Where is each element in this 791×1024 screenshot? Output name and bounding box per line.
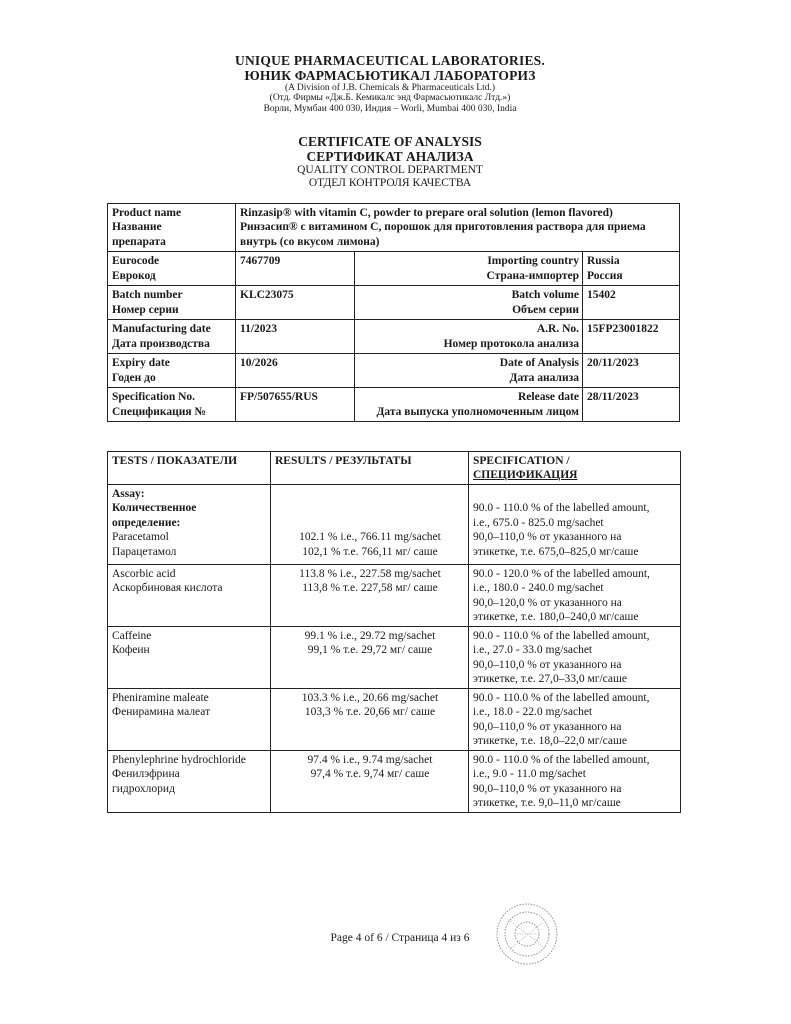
- product-info-table: [107, 203, 680, 422]
- certificate-heading: [230, 134, 550, 190]
- eurocode-value: 7467709: [236, 252, 355, 286]
- test-specification-line: 90.0 - 110.0 % of the labelled amount,: [473, 691, 650, 704]
- department-en: QUALITY CONTROL DEPARTMENT: [297, 164, 483, 177]
- expiry-label: Expiry date Годен до: [108, 354, 236, 388]
- country-value: Russia Россия: [583, 252, 680, 286]
- test-specification-line: 90,0–120,0 % от указанного на: [473, 596, 622, 609]
- test-result-line: 103,3 % т.е. 20,66 мг/ саше: [304, 706, 436, 719]
- test-result: [271, 750, 469, 812]
- test-name-line: Phenylephrine hydrochloride: [112, 753, 246, 766]
- test-specification-line: 90.0 - 110.0 % of the labelled amount,: [473, 629, 650, 642]
- test-result-line: 103.3 % i.e., 20.66 mg/sachet: [301, 691, 439, 704]
- test-name-line: Фенилэфрина: [112, 768, 180, 781]
- test-specification-line: 90.0 - 110.0 % of the labelled amount,: [473, 502, 650, 515]
- test-result-line: 102,1 % т.е. 766,11 мг/ саше: [302, 545, 438, 558]
- manufacturing-value: 11/2023: [236, 320, 355, 354]
- batch-value: KLC23075: [236, 286, 355, 320]
- specification-column-header: SPECIFICATION / СПЕЦИФИКАЦИЯ: [469, 452, 681, 485]
- expiry-value: 10/2026: [236, 354, 355, 388]
- test-result: [271, 688, 469, 750]
- test-specification-line: i.e., 18.0 - 22.0 mg/sachet: [473, 706, 593, 719]
- test-row: [108, 484, 681, 564]
- test-result: [271, 564, 469, 626]
- test-result-line: 97,4 % т.е. 9,74 мг/ саше: [310, 768, 430, 781]
- test-result-line: 97.4 % i.e., 9.74 mg/sachet: [307, 753, 433, 766]
- test-specification-line: 90,0–110,0 % от указанного на: [473, 720, 622, 733]
- specification-value: FP/507655/RUS: [236, 388, 355, 422]
- department-ru: ОТДЕЛ КОНТРОЛЯ КАЧЕСТВА: [308, 177, 472, 190]
- test-name: [108, 564, 271, 626]
- test-name-line: Pheniramine maleate: [112, 691, 209, 704]
- product-name: Rinzasip® with vitamin C, powder to prepare oral solution (lemon flavored) Ринзасип® с витамином С, порошок для приготовления раствора для приема внутрь (со вкусом лимона): [236, 204, 680, 252]
- test-specification: [469, 688, 681, 750]
- volume-label: Batch volume Объем серии: [355, 286, 583, 320]
- product-row: [108, 204, 680, 252]
- release-date-label: Release date Дата выпуска уполномоченным лицом: [355, 388, 583, 422]
- test-result: [271, 626, 469, 688]
- division-en: (A Division of J.B. Chemicals & Pharmaceuticals Ltd.): [284, 83, 496, 94]
- specification-label: Specification No. Спецификация №: [108, 388, 236, 422]
- test-specification-line: 90,0–110,0 % от указанного на: [473, 531, 622, 544]
- test-specification: [469, 626, 681, 688]
- company-header: [180, 54, 600, 114]
- ar-label: A.R. No. Номер протокола анализа: [355, 320, 583, 354]
- test-specification-line: этикетке, т.е. 180,0–240,0 мг/саше: [473, 611, 639, 624]
- test-name-line: гидрохлорид: [112, 782, 175, 795]
- eurocode-row: [108, 252, 680, 286]
- eurocode-label: Eurocode Еврокод: [108, 252, 236, 286]
- results-column-header: RESULTS / РЕЗУЛЬТАТЫ: [271, 452, 469, 485]
- company-name-en: UNIQUE PHARMACEUTICAL LABORATORIES.: [235, 53, 545, 68]
- test-result-line: 99,1 % т.е. 29,72 мг/ саше: [307, 644, 433, 657]
- division-ru: (Отд. Фирмы «Дж.Б. Кемикалс энд Фармасьютикалс Лтд.»): [269, 93, 511, 104]
- tests-column-header: TESTS / ПОКАЗАТЕЛИ: [108, 452, 271, 485]
- test-name-line: Ascorbic acid: [112, 567, 176, 580]
- specification-row: [108, 388, 680, 422]
- certificate-title-en: CERTIFICATE OF ANALYSIS: [298, 134, 482, 149]
- expiry-row: [108, 354, 680, 388]
- batch-label: Batch number Номер серии: [108, 286, 236, 320]
- test-specification-line: 90.0 - 120.0 % of the labelled amount,: [473, 567, 650, 580]
- test-specification: [469, 484, 681, 564]
- analysis-date-value: 20/11/2023: [583, 354, 680, 388]
- test-specification-line: i.e., 675.0 - 825.0 mg/sachet: [473, 516, 604, 529]
- test-result-line: 102.1 % i.e., 766.11 mg/sachet: [299, 531, 441, 544]
- batch-row: [108, 286, 680, 320]
- test-row: [108, 750, 681, 812]
- company-address: Ворли, Мумбаи 400 030, Индия – Worli, Mumbai 400 030, India: [263, 103, 517, 114]
- test-specification: [469, 564, 681, 626]
- test-result-line: 99.1 % i.e., 29.72 mg/sachet: [304, 629, 436, 642]
- test-name-line: определение:: [112, 516, 181, 529]
- test-name-line: Кофеин: [112, 644, 150, 657]
- test-name-line: Парацетамол: [112, 545, 177, 558]
- test-specification-line: 90,0–110,0 % от указанного на: [473, 782, 622, 795]
- test-result-line: 113,8 % т.е. 227,58 мг/ саше: [302, 582, 438, 595]
- test-name-line: Количественное: [112, 502, 197, 515]
- test-specification-line: 90,0–110,0 % от указанного на: [473, 658, 622, 671]
- test-name-line: Аскорбиновая кислота: [112, 582, 223, 595]
- test-row: [108, 688, 681, 750]
- test-result: [271, 484, 469, 564]
- test-specification-line: этикетке, т.е. 27,0–33,0 мг/саше: [473, 673, 627, 686]
- test-results-header: [108, 452, 681, 485]
- test-name-line: Assay:: [112, 487, 145, 500]
- analysis-date-label: Date of Analysis Дата анализа: [355, 354, 583, 388]
- test-row: [108, 564, 681, 626]
- test-name-line: Фенирамина малеат: [112, 706, 211, 719]
- ar-value: 15FP23001822: [583, 320, 680, 354]
- test-specification-line: i.e., 180.0 - 240.0 mg/sachet: [473, 582, 604, 595]
- test-name: [108, 626, 271, 688]
- test-results-table: [107, 451, 681, 813]
- test-specification-line: i.e., 27.0 - 33.0 mg/sachet: [473, 644, 593, 657]
- test-specification-line: i.e., 9.0 - 11.0 mg/sachet: [473, 768, 586, 781]
- test-name: [108, 688, 271, 750]
- test-name-line: Paracetamol: [112, 531, 169, 544]
- test-name: [108, 750, 271, 812]
- test-specification-line: этикетке, т.е. 18,0–22,0 мг/саше: [473, 735, 627, 748]
- certificate-title-ru: СЕРТИФИКАТ АНАЛИЗА: [306, 149, 474, 165]
- release-date-value: 28/11/2023: [583, 388, 680, 422]
- volume-value: 15402: [583, 286, 680, 320]
- test-row: [108, 626, 681, 688]
- test-specification-line: этикетке, т.е. 9,0–11,0 мг/саше: [473, 797, 621, 810]
- test-specification: [469, 750, 681, 812]
- company-name-ru: ЮНИК ФАРМАСЬЮТИКАЛ ЛАБОРАТОРИЗ: [244, 67, 536, 83]
- test-rows: [108, 484, 681, 812]
- manufacturing-label: Manufacturing date Дата производства: [108, 320, 236, 354]
- test-name: [108, 484, 271, 564]
- test-specification-line: этикетке, т.е. 675,0–825,0 мг/саше: [473, 545, 639, 558]
- quality-control-stamp: [487, 900, 565, 968]
- country-label: Importing country Страна-импортер: [355, 252, 583, 286]
- test-name-line: Caffeine: [112, 629, 152, 642]
- manufacturing-row: [108, 320, 680, 354]
- test-specification-line: 90.0 - 110.0 % of the labelled amount,: [473, 753, 650, 766]
- page-number: Page 4 of 6 / Страница 4 из 6: [330, 932, 470, 944]
- test-result-line: 113.8 % i.e., 227.58 mg/sachet: [299, 567, 441, 580]
- product-label: Product name Название препарата: [108, 204, 236, 252]
